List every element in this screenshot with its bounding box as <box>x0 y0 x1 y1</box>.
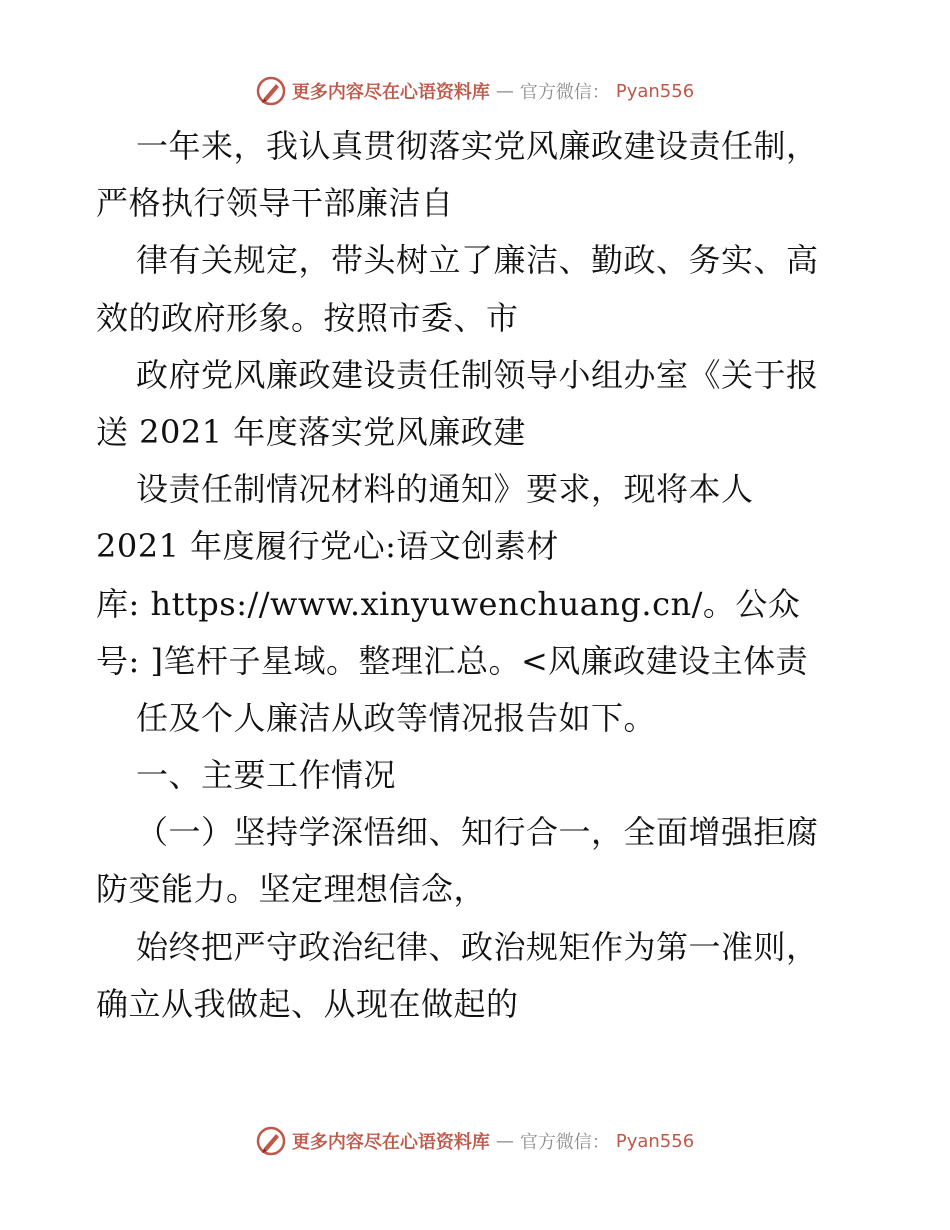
watermark-label: 官方微信： <box>519 1132 610 1153</box>
watermark-text: 更多内容尽在心语资料库 <box>291 82 490 103</box>
watermark-header <box>0 71 950 111</box>
pen-logo-icon <box>256 1126 286 1156</box>
text-line: 政府党风廉政建设责任制领导小组办室《关于报 <box>136 355 819 394</box>
pen-logo-icon <box>256 76 286 106</box>
text-line: 送 2021 年度落实党风廉政建 <box>96 412 526 451</box>
text-line: 效的政府形象。按照市委、市 <box>96 298 519 337</box>
watermark-text: 更多内容尽在心语资料库 <box>291 1132 490 1153</box>
text-line: （一）坚持学深悟细、知行合一，全面增强拒腐 <box>136 813 819 852</box>
text-line: 防变能力。坚定理想信念， <box>96 870 487 909</box>
text-line: 律有关规定，带头树立了廉洁、勤政、务实、高 <box>136 241 819 280</box>
text-line: 始终把严守政治纪律、政治规矩作为第一准则， <box>136 927 819 966</box>
text-line: 任及个人廉洁从政等情况报告如下。 <box>136 698 657 737</box>
text-line: 设责任制情况材料的通知》要求，现将本人 <box>136 470 754 509</box>
watermark-dash: — <box>495 1130 514 1152</box>
document-body <box>96 118 866 1033</box>
text-line: 2021 年度履行党心:语文创素材 <box>96 527 559 566</box>
watermark-label: 官方微信： <box>519 82 610 103</box>
watermark-footer <box>0 1121 950 1161</box>
watermark-id: Pyan556 <box>615 1130 695 1152</box>
text-line: 严格执行领导干部廉洁自 <box>96 184 454 223</box>
text-line: 库: https://www.xinyuwenchuang.cn/。公众 <box>96 584 801 623</box>
watermark-id: Pyan556 <box>615 80 695 102</box>
text-line: 一年来，我认真贯彻落实党风廉政建设责任制， <box>136 127 819 165</box>
watermark-dash: — <box>495 80 514 102</box>
text-line: 确立从我做起、从现在做起的 <box>96 984 519 1023</box>
text-line: 一、主要工作情况 <box>136 756 397 795</box>
text-line: 号: ]笔杆子星域。整理汇总。<风廉政建设主体责 <box>96 641 809 680</box>
